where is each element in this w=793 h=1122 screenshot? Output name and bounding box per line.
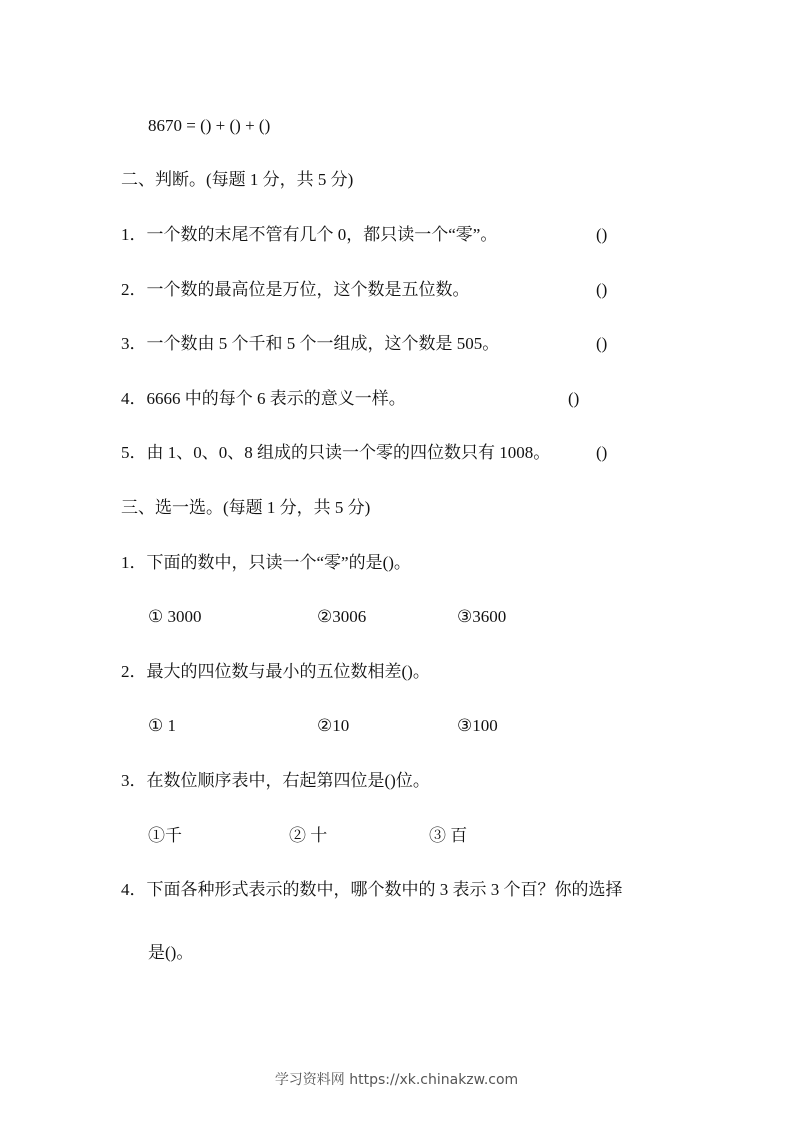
choice-question-2: 2．最大的四位数与最小的五位数相差()。 [121, 662, 430, 681]
choice-question-1: 1．下面的数中，只读一个“零”的是()。 [121, 553, 411, 572]
section3-heading: 三、选一选。(每题 1 分，共 5 分) [121, 498, 371, 517]
judge-item-4: 4．6666 中的每个 6 表示的意义一样。 [121, 389, 406, 408]
judge-answer-3[interactable]: () [596, 334, 608, 353]
judge-answer-4[interactable]: () [568, 389, 580, 408]
q3-option-1[interactable]: ①千 [148, 826, 182, 845]
page-footer: 学习资料网 https://xk.chinakzw.com [274, 1072, 519, 1088]
q3-option-2[interactable]: ② 十 [289, 826, 328, 845]
judge-item-5: 5．由 1、0、0、8 组成的只读一个零的四位数只有 1008。 [121, 443, 551, 462]
q1-option-1[interactable]: ① 3000 [148, 607, 202, 626]
section2-heading: 二、判断。(每题 1 分，共 5 分) [121, 170, 354, 189]
judge-answer-5[interactable]: () [596, 443, 608, 462]
judge-item-3: 3．一个数由 5 个千和 5 个一组成，这个数是 505。 [121, 334, 500, 353]
top-equation: 8670 = () + () + () [148, 116, 271, 135]
q1-option-2[interactable]: ②3006 [317, 607, 367, 626]
choice-question-4-line1: 4．下面各种形式表示的数中，哪个数中的 3 表示 3 个百？你的选择 [121, 880, 623, 899]
judge-item-2: 2．一个数的最高位是万位，这个数是五位数。 [121, 280, 470, 299]
judge-answer-2[interactable]: () [596, 280, 608, 299]
q2-option-1[interactable]: ① 1 [148, 716, 176, 735]
q1-option-3[interactable]: ③3600 [457, 607, 507, 626]
judge-item-1: 1．一个数的末尾不管有几个 0，都只读一个“零”。 [121, 225, 498, 244]
q3-option-3[interactable]: ③ 百 [429, 826, 468, 845]
q2-option-2[interactable]: ②10 [317, 716, 350, 735]
choice-question-4-line2: 是()。 [148, 943, 194, 962]
judge-answer-1[interactable]: () [596, 225, 608, 244]
choice-question-3: 3．在数位顺序表中，右起第四位是()位。 [121, 771, 430, 790]
q2-option-3[interactable]: ③100 [457, 716, 498, 735]
